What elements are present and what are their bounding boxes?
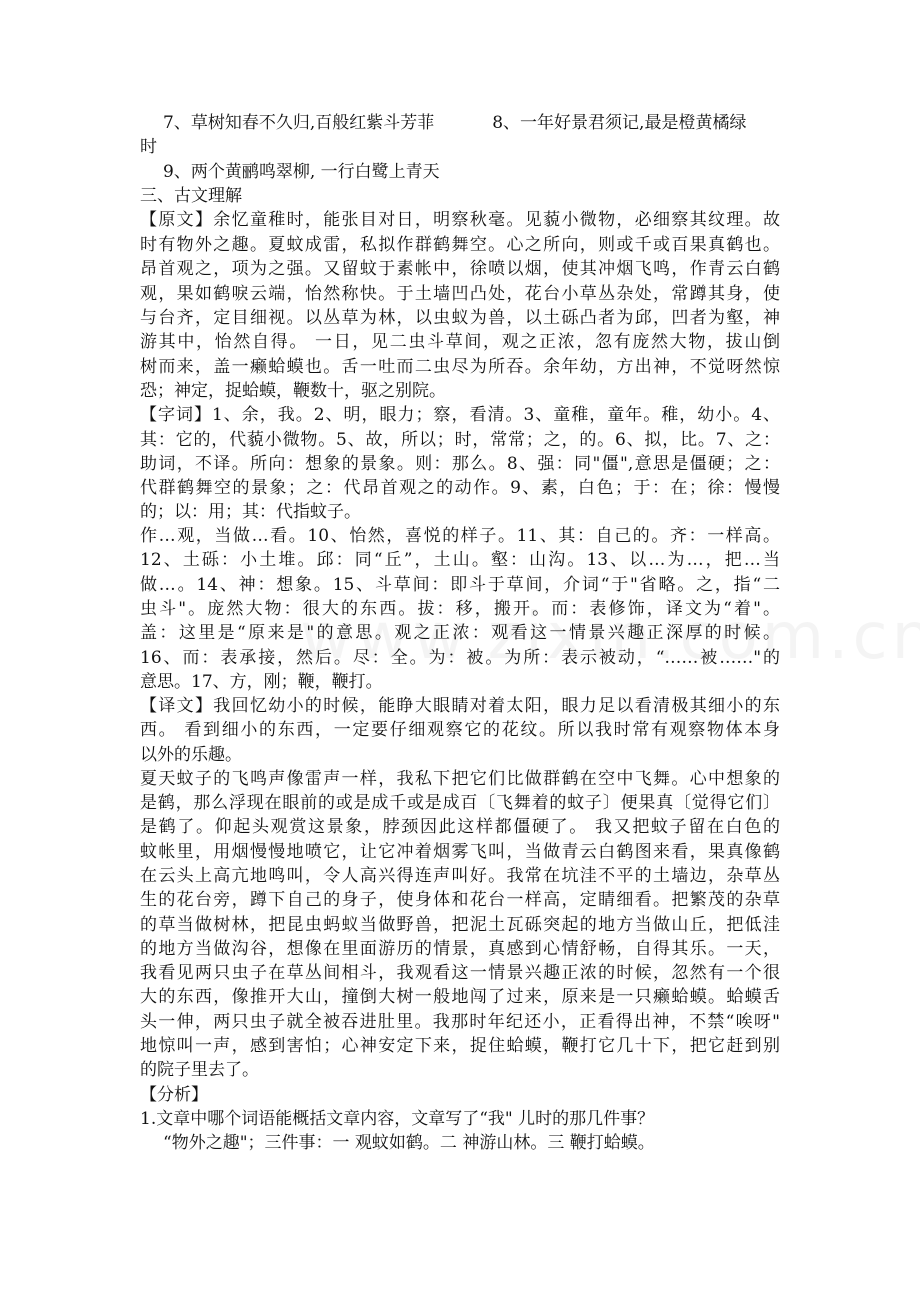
poem-line-8: 8、一年好景君须记,最是橙黄橘绿 [492,113,747,133]
original-text-line: 游其中，怡然自得。 一日，见二虫斗草间，观之正浓，忽有庞然大物，拔山倒 [140,332,780,352]
original-text-line: 树而来，盖一癞蛤蟆也。舌一吐而二虫尽为所吞。余年幼，方出神，不觉呀然惊 [140,357,780,377]
translation-line: 在云头上高亢地鸣叫，令人高兴得连声叫好。我常在坑洼不平的土墙边，杂草丛 [140,866,780,886]
original-text-line: 时有物外之趣。夏蚊成雷，私拟作群鹤舞空。心之所向，则或千或百果真鹤也。 [140,235,780,255]
translation-line: 生的花台旁，蹲下自己的身子，使身体和花台一样高，定睛细看。把繁茂的杂草 [140,890,780,910]
original-text-line: 与台齐，定目细视。以丛草为林，以虫蚁为兽，以土砾凸者为邱，凹者为壑，神 [140,308,780,328]
translation-line: 的院子里去了。 [140,1060,259,1080]
translation-line: 夏天蚊子的飞鸣声像雷声一样，我私下把它们比做群鹤在空中飞舞。心中想象的 [140,769,780,789]
translation-line: 是鹤了。仰起头观赏这景象，脖颈因此这样都僵硬了。 我又把蚊子留在白色的 [140,817,780,837]
glossary-line: 助词，不译。所向：想象的景象。则：那么。8、强：同"僵",意思是僵硬；之： [140,454,780,474]
glossary-line: 代群鹤舞空的景象；之：代昂首观之的动作。9、素，白色；于：在；徐：慢慢 [140,478,780,498]
glossary-line: 的；以：用；其：代指蚊子。 [140,502,361,522]
translation-line: 以外的乐趣。 [140,745,242,765]
analysis-answer: “物外之趣"；三件事：一 观蚊如鹤。二 神游山林。三 鞭打蛤蟆。 [163,1133,655,1153]
analysis-question: 1.文章中哪个词语能概括文章内容，文章写了“我" 儿时的那几件事？ [140,1109,655,1129]
glossary-line: 【字词】1、余，我。2、明，眼力；察，看清。3、童稚，童年。稚，幼小。4、 [140,405,780,425]
original-text-line: 昂首观之，项为之强。又留蚊于素帐中，徐喷以烟，使其冲烟飞鸣，作青云白鹤 [140,259,780,279]
translation-line: 头一伸，两只虫子就全被吞进肚里。我那时年纪还小，正看得出神，不禁“唉呀" [140,1012,780,1032]
glossary-line: 盖：这里是“原来是"的意思。观之正浓：观看这一情景兴趣正深厚的时候。 [140,623,780,643]
original-text-line: 恐；神定，捉蛤蟆，鞭数十，驱之别院。 [140,381,446,401]
original-text-line: 【原文】余忆童稚时，能张目对日，明察秋毫。见藐小微物，必细察其纹理。故 [140,210,780,230]
poem-line-9: 9、两个黄鹂鸣翠柳, 一行白鹭上青天 [163,162,440,182]
translation-line: 【译文】我回忆幼小的时候，能睁大眼睛对着太阳，眼力足以看清极其细小的东 [140,696,780,716]
glossary-line: 做…。14、神：想象。15、斗草间：即斗于草间，介词“于"省略。之，指“二 [140,575,780,595]
translation-line: 是鹤，那么浮现在眼前的或是成千或是成百〔飞舞着的蚊子〕便果真〔觉得它们〕 [140,793,780,813]
glossary-line: 虫斗"。庞然大物：很大的东西。拔：移，搬开。而：表修饰，译文为“着"。 [140,599,780,619]
section-heading: 三、古文理解 [140,186,242,206]
glossary-line: 16、而：表承接，然后。尽：全。为：被。为所：表示被动，“……被……"的 [140,648,780,668]
translation-line: 大的东西，像推开大山，撞倒大树一般地闯了过来，原来是一只癞蛤蟆。蛤蟆舌 [140,987,780,1007]
original-text-line: 观，果如鹤唳云端，怡然称快。于土墙凹凸处，花台小草丛杂处，常蹲其身，使 [140,284,780,304]
poem-line-7: 7、草树知春不久归,百般红紫斗芳菲 [163,113,435,133]
glossary-line: 其：它的，代藐小微物。5、故，所以；时，常常；之，的。6、拟，比。7、之： [140,430,780,450]
glossary-line: 作…观，当做…看。10、怡然，喜悦的样子。11、其：自己的。齐：一样高。 [140,526,780,546]
analysis-heading: 【分析】 [140,1085,208,1105]
translation-line: 蚊帐里，用烟慢慢地喷它，让它冲着烟雾飞叫，当做青云白鹤图来看，果真像鹤 [140,842,780,862]
poem-line-7-8 [163,111,803,135]
translation-line: 的草当做树林，把昆虫蚂蚁当做野兽，把泥土瓦砾突起的地方当做山丘，把低洼 [140,915,780,935]
glossary-line: 意思。17、方，刚；鞭，鞭打。 [140,672,383,692]
translation-line: 西。 看到细小的东西，一定要仔细观察它的花纹。所以我时常有观察物体本身 [140,720,780,740]
glossary-line: 12、土砾：小土堆。邱：同“丘”，土山。壑：山沟。13、以…为…，把…当 [140,550,780,570]
translation-line: 地惊叫一声，感到害怕；心神安定下来，捉住蛤蟆，鞭打它几十下，把它赶到别 [140,1036,780,1056]
translation-line: 我看见两只虫子在草丛间相斗，我观看这一情景兴趣正浓的时候，忽然有一个很 [140,963,780,983]
poem-line-8-cont: 时 [140,137,157,157]
translation-line: 的地方当做沟谷，想像在里面游历的情景，真感到心情舒畅，自得其乐。一天， [140,939,780,959]
